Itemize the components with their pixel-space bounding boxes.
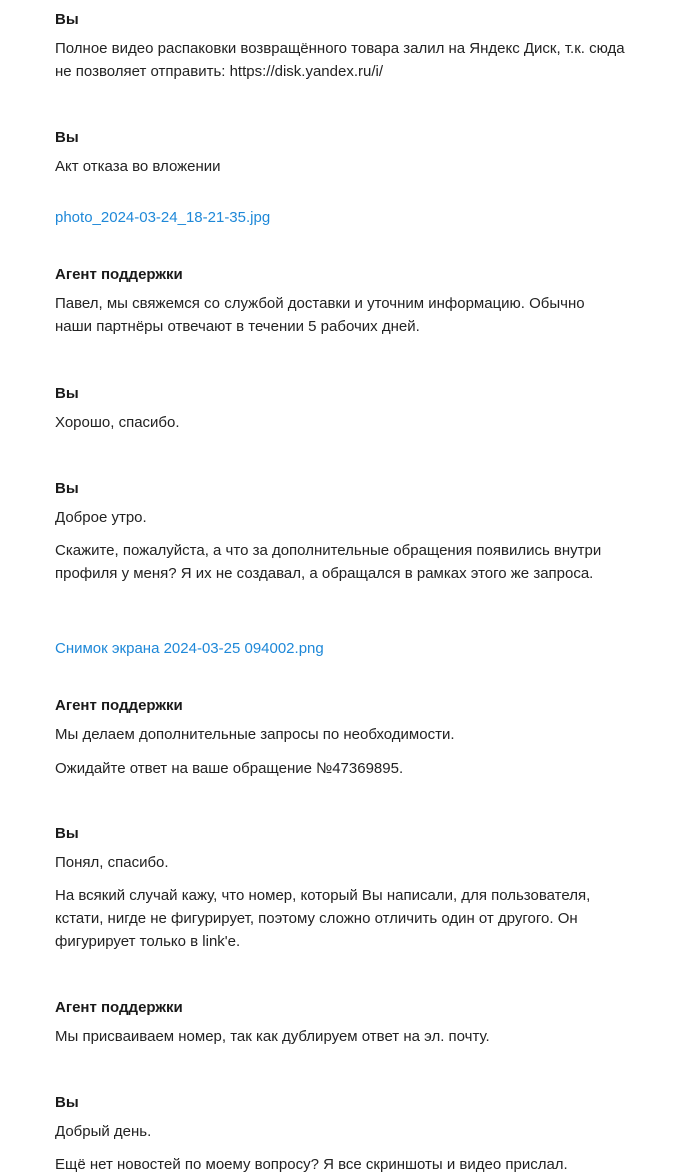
message-text: На всякий случай кажу, что номер, который Вы написали, для пользователя, кстати, нигде не фигурирует, поэтому сложно отличить один от другого. Он фигурирует только в link'е. [55,887,591,950]
message-text: Полное видео распаковки возвращённого товара залил на Яндекс Диск, т.к. сюда не позволяет отправить: https://disk.yandex.ru/i/ [55,40,625,80]
message-text: Акт отказа во вложении [55,158,221,175]
message-text: Хорошо, спасибо. [55,414,180,431]
message-author: Агент поддержки [55,266,183,283]
message-text: Ожидайте ответ на ваше обращение №47369895. [55,760,404,777]
message-author: Агент поддержки [55,999,183,1016]
attachment-link[interactable]: Снимок экрана 2024-03-25 094002.png [55,640,324,657]
message-author: Вы [55,825,79,842]
attachment-link[interactable]: photo_2024-03-24_18-21-35.jpg [55,209,271,226]
message-author: Вы [55,480,79,497]
message-text: Ещё нет новостей по моему вопросу? Я все скриншоты и видео прислал. [55,1156,568,1173]
message-text: Мы присваиваем номер, так как дублируем ответ на эл. почту. [55,1028,490,1045]
message-author: Вы [55,1094,79,1111]
redacted-link-area [383,65,501,79]
message-author: Вы [55,129,79,146]
message-author: Вы [55,385,79,402]
message-author: Вы [55,11,79,28]
message-text: Павел, мы свяжемся со службой доставки и уточним информацию. Обычно наши партнёры отвечают в течении 5 рабочих дней. [55,295,585,335]
message-text: Доброе утро. [55,509,147,526]
message-text: Мы делаем дополнительные запросы по необходимости. [55,726,455,743]
message-text: Скажите, пожалуйста, а что за дополнительные обращения появились внутри профиля у меня? Я их не создавал, а обращался в рамках этого же запроса. [55,542,602,582]
message-text: Понял, спасибо. [55,854,169,871]
message-text: Добрый день. [55,1123,152,1140]
message-author: Агент поддержки [55,697,183,714]
